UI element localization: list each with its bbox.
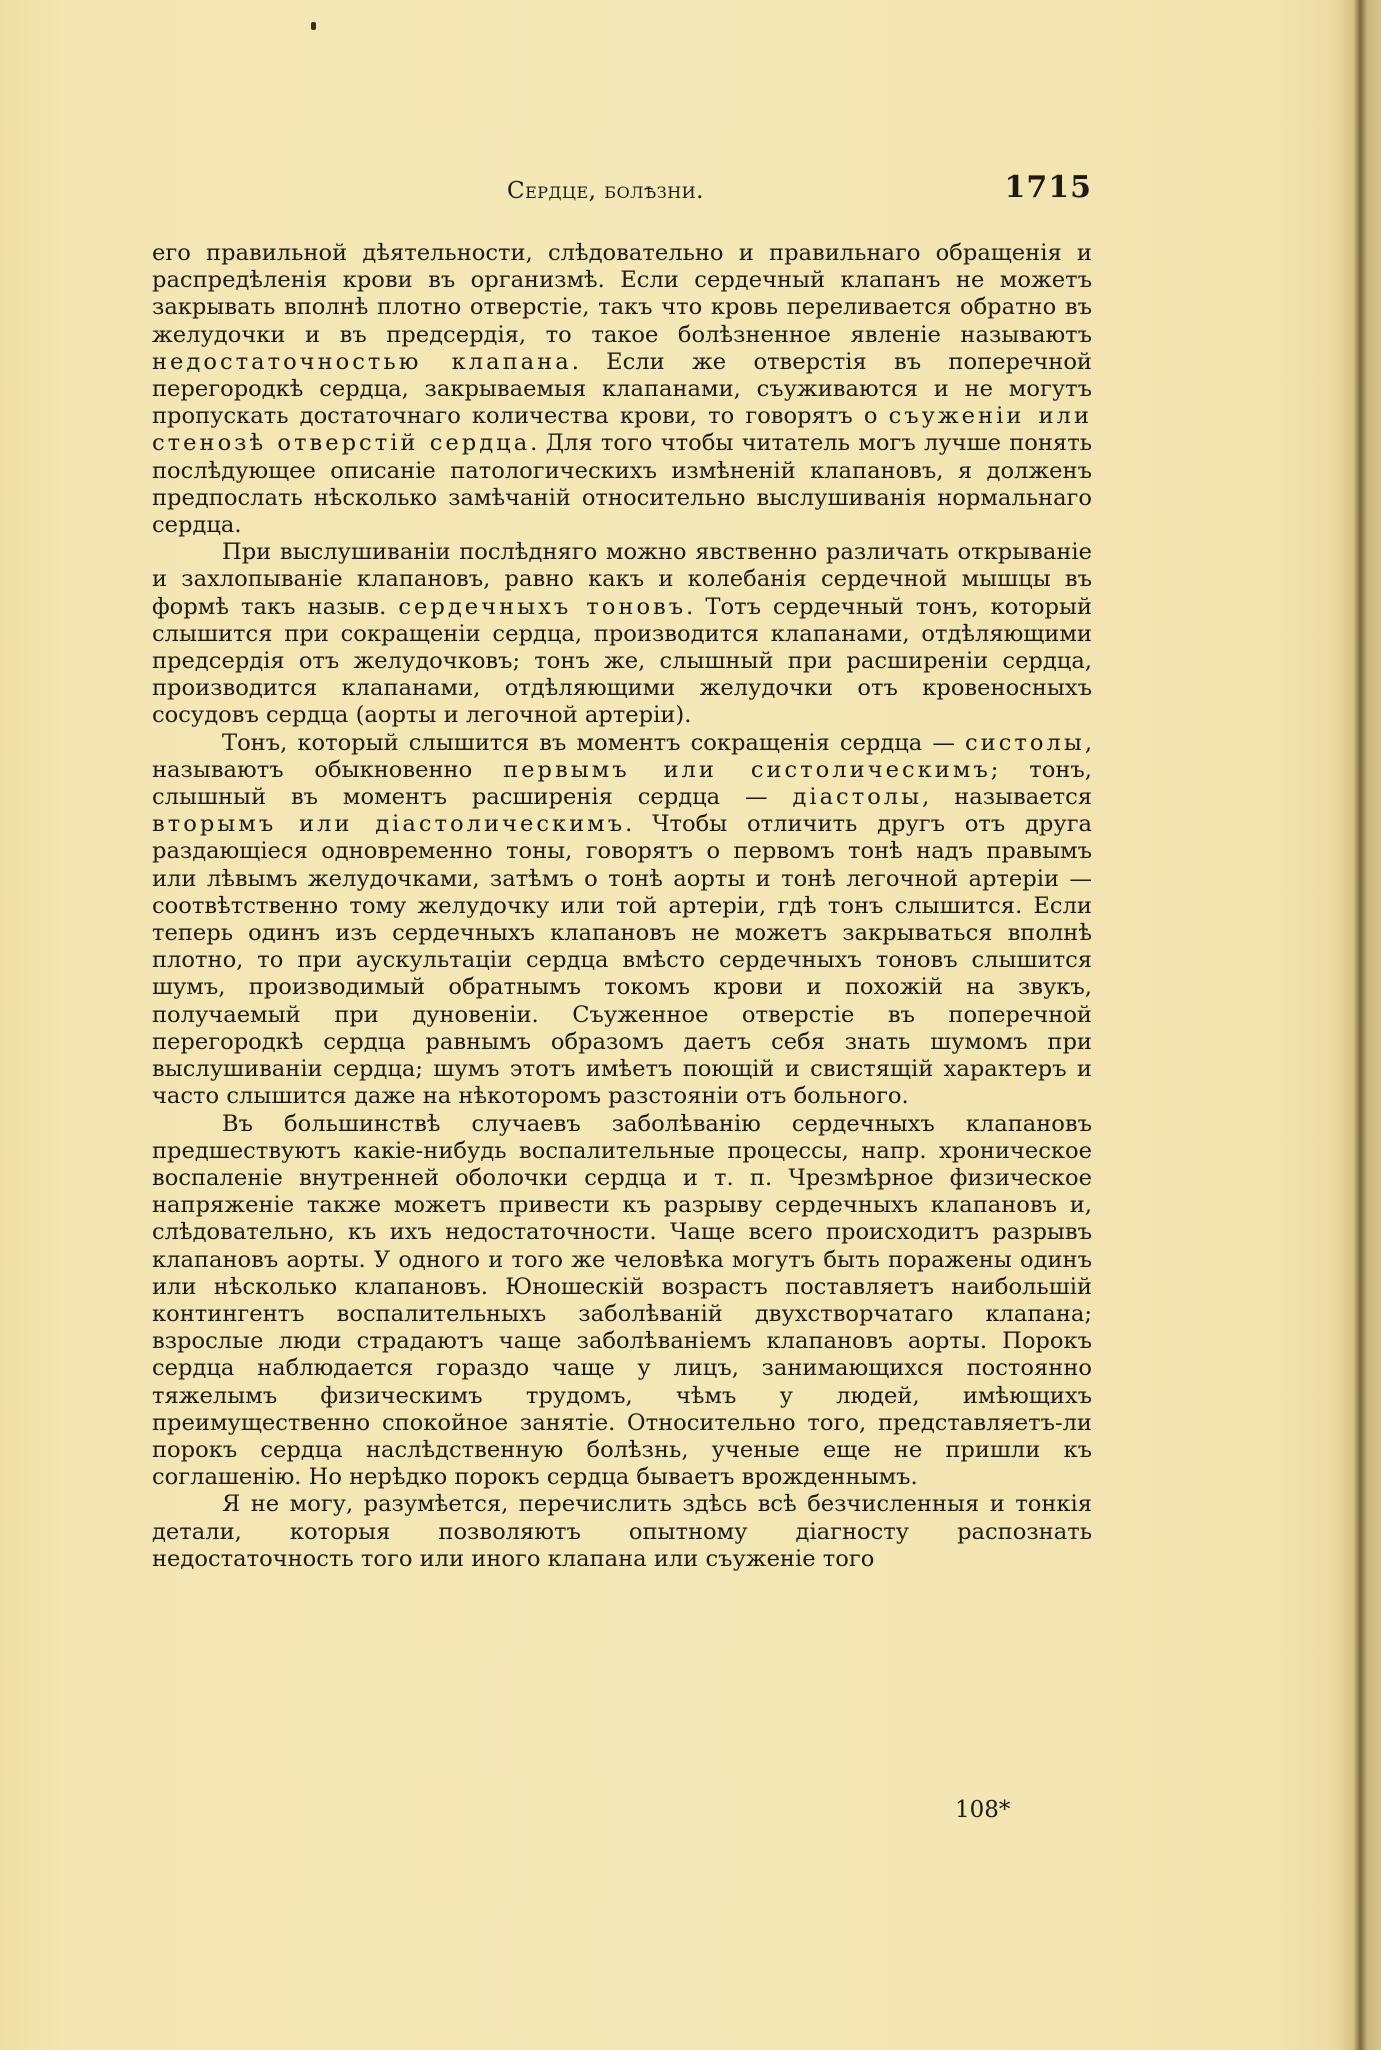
page-edge-shadow [1335,0,1381,2050]
body-text [152,240,1092,1573]
paragraph [152,730,1092,1111]
spaced-emphasis: съуженіи или стенозѣ отверстій сердца [152,403,1092,457]
spaced-emphasis: сердечныхъ тоновъ [398,593,687,620]
page-number: 1715 [1004,170,1092,205]
text-run: . Для того чтобы читатель могъ лучше понять послѣдующее описаніе патологическихъ измѣненій клапановъ, я долженъ предпослать нѣсколько замѣчаній относительно выслушиванія нормальнаго сердца. [152,430,1092,539]
text-run: , называютъ обыкновенно [152,729,1092,783]
text-run: . Чтобы отличить другъ отъ друга раздающіеся одновременно тоны, говорятъ о первомъ тонѣ надъ правымъ или лѣвымъ желудочками, затѣмъ о тонѣ аорты и тонѣ легочной артеріи — соотвѣтственно тому желудочку или той артеріи, гдѣ тонъ слышится. Если теперь одинъ изъ сердечныхъ клапановъ не можетъ закрываться вполнѣ плотно, то при аускультаціи сердца вмѣсто сердечныхъ тоновъ слышится шумъ, производимый обратнымъ токомъ крови и похожій на звукъ, получаемый при дуновеніи. Съуженное отверстіе въ поперечной перегородкѣ сердца равнымъ образомъ даетъ себя знать шумомъ при выслушиваніи сердца; шумъ этотъ имѣетъ поющій и свистящій характеръ и часто слышится даже на нѣкоторомъ разстояніи отъ больного. [152,811,1093,1110]
spaced-emphasis: діастолы [792,784,923,811]
spaced-emphasis: первымъ или систолическимъ [503,756,991,783]
running-title: Сердце, болѣзни. [507,178,704,204]
spaced-emphasis: недостаточностью клапана [152,348,572,375]
paragraph [152,1491,1092,1573]
text-run: ; тонъ, слышный въ моментъ расширенія сердца — [152,756,1092,811]
paragraph [152,1111,1092,1492]
text-run: , называется [922,784,1092,811]
text-run: . Если же отверстія въ поперечной перегородкѣ сердца, закрываемыя клапанами, съуживаются и не могутъ пропускать достаточнаго количества крови, то говорятъ о [152,348,1092,430]
spaced-emphasis: систолы [965,729,1085,756]
text-run: . Тотъ сердечный тонъ, который слышится при сокращеніи сердца, производится клапанами, отдѣляющими предсердія отъ желудочковъ; тонъ же, слышный при расширеніи сердца, производится клапанами, отдѣляющими желудочки отъ кровеносныхъ сосудовъ сердца (аорты и легочной артеріи). [152,593,1093,729]
paragraph [152,240,1092,539]
text-run: Тонъ, который слышится въ моментъ сокращенія сердца — [222,729,965,756]
text-run: При выслушиваніи послѣдняго можно явственно различать открываніе и захлопываніе клапановъ, равно какъ и колебанія сердечной мышцы въ формѣ такъ назыв. [152,539,1092,620]
ink-speck [311,22,316,30]
text-run: его правильной дѣятельности, слѣдовательно и правильнаго обращенія и распредѣленія крови въ организмѣ. Если сердечный клапанъ не можетъ закрывать вполнѣ плотно отверстіе, такъ что кровь переливается обратно въ желудочки и въ предсердія, то такое болѣзненное явленіе называютъ [152,240,1092,348]
spaced-emphasis: вторымъ или діастолическимъ [152,811,626,838]
printer-signature: 108* [955,1797,1011,1823]
text-run: Я не могу, разумѣется, перечислить здѣсь всѣ безчисленныя и тонкія детали, которыя позволяютъ опытному діагносту распознать недостаточность того или иного клапана или съуженіе того [152,1491,1092,1572]
text-run: Въ большинствѣ случаевъ заболѣванію сердечныхъ клапановъ предшествуютъ какіе-нибудь воспалительные процессы, напр. хроническое воспаленіе внутренней оболочки сердца и т. п. Чрезмѣрное физическое напряженіе также можетъ привести къ разрыву сердечныхъ клапановъ и, слѣдовательно, къ ихъ недостаточности. Чаще всего происходитъ разрывъ клапановъ аорты. У одного и того же человѣка могутъ быть поражены одинъ или нѣсколько клапановъ. Юношескій возрастъ поставляетъ наибольшій контингентъ воспалительныхъ заболѣваній двухстворчатаго клапана; взрослые люди страдаютъ чаще заболѣваніемъ клапановъ аорты. Порокъ сердца наблюдается гораздо чаще у лицъ, занимающихся постоянно тяжелымъ физическимъ трудомъ, чѣмъ у людей, имѣющихъ преимущественно спокойное занятіе. Относительно того, представляетъ-ли порокъ сердца наслѣдственную болѣзнь, ученые еще не пришли къ соглашенію. Но нерѣдко порокъ сердца бываетъ врожденнымъ. [152,1110,1092,1491]
paragraph [152,539,1092,729]
page-header [152,170,1092,216]
